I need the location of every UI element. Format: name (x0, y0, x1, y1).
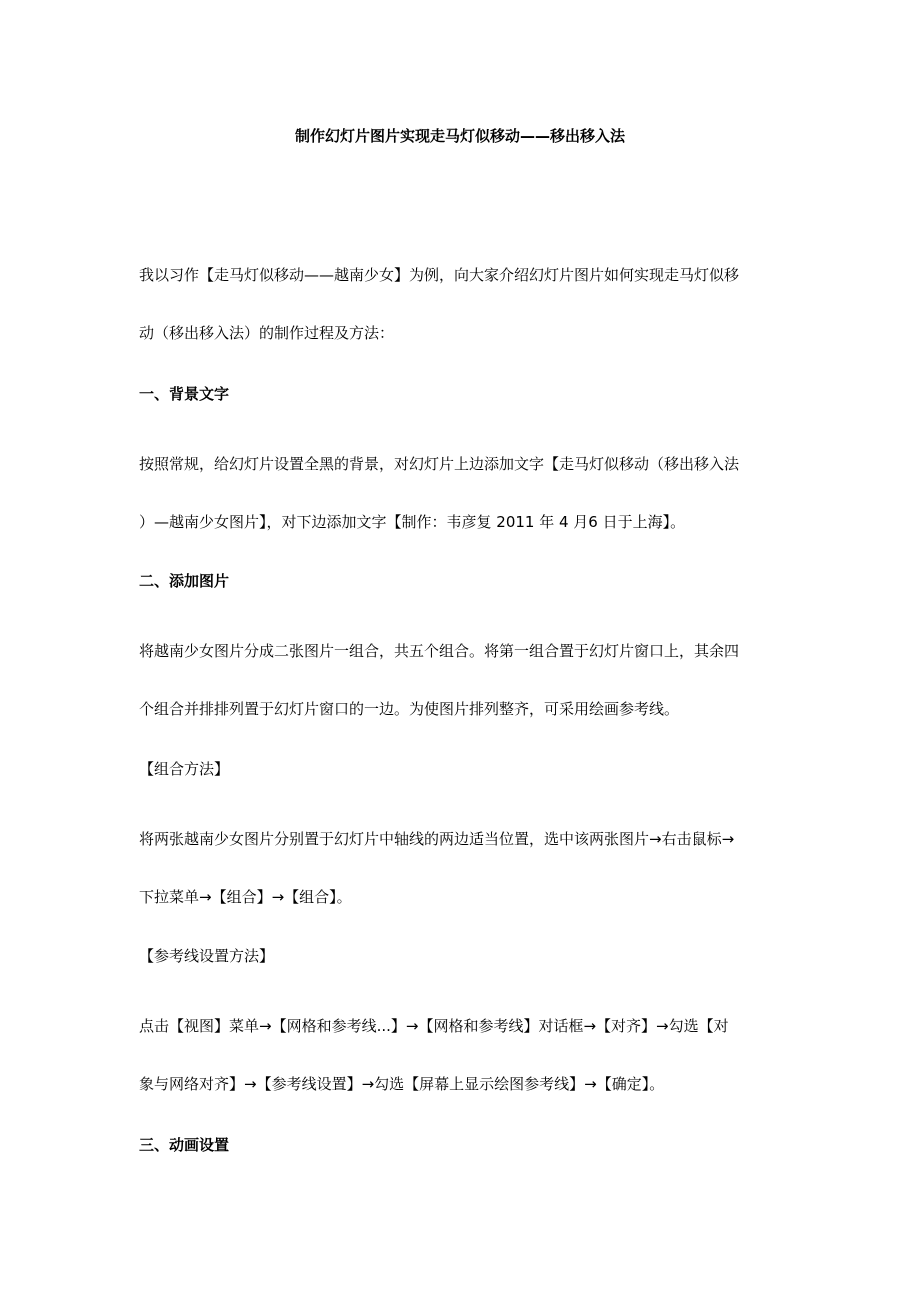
guide-method-label: 【参考线设置方法】 (139, 947, 275, 965)
guide-method-line-2: 象与网络对齐】→【参考线设置】→勾选【屏幕上显示绘图参考线】→【确定】。 (139, 1075, 665, 1093)
guide-method-line-1: 点击【视图】菜单→【网格和参考线...】→【网格和参考线】对话框→【对齐】→勾选【对 (139, 1017, 729, 1035)
group-method-label: 【组合方法】 (139, 760, 230, 778)
group-method-line-2: 下拉菜单→【组合】→【组合】。 (139, 888, 352, 906)
document-title: 制作幻灯片图片实现走马灯似移动——移出移入法 (294, 127, 625, 145)
section-heading-animation-settings: 三、动画设置 (139, 1136, 230, 1154)
section-heading-background-text: 一、背景文字 (139, 385, 230, 403)
guide-method-paragraph (139, 997, 789, 1113)
intro-line-2: 动（移出移入法）的制作过程及方法： (139, 324, 395, 342)
section1-line-2: ）—越南少女图片】，对下边添加文字【制作：韦彦复 2011 年 4 月6 日于上海】。 (139, 513, 686, 531)
intro-paragraph (139, 246, 789, 362)
section-heading-add-images: 二、添加图片 (139, 572, 230, 590)
group-method-paragraph (139, 810, 789, 926)
section1-paragraph (139, 435, 789, 551)
section1-line-1: 按照常规，给幻灯片设置全黑的背景，对幻灯片上边添加文字【走马灯似移动（移出移入法 (139, 455, 740, 473)
section2-paragraph (139, 622, 789, 738)
section2-line-1: 将越南少女图片分成二张图片一组合，共五个组合。将第一组合置于幻灯片窗口上，其余四 (139, 642, 740, 660)
section2-line-2: 个组合并排排列置于幻灯片窗口的一边。为使图片排列整齐，可采用绘画参考线。 (139, 700, 680, 718)
intro-line-1: 我以习作【走马灯似移动——越南少女】为例，向大家介绍幻灯片图片如何实现走马灯似移 (139, 266, 740, 284)
group-method-line-1: 将两张越南少女图片分别置于幻灯片中轴线的两边适当位置，选中该两张图片→右击鼠标→ (139, 830, 735, 848)
